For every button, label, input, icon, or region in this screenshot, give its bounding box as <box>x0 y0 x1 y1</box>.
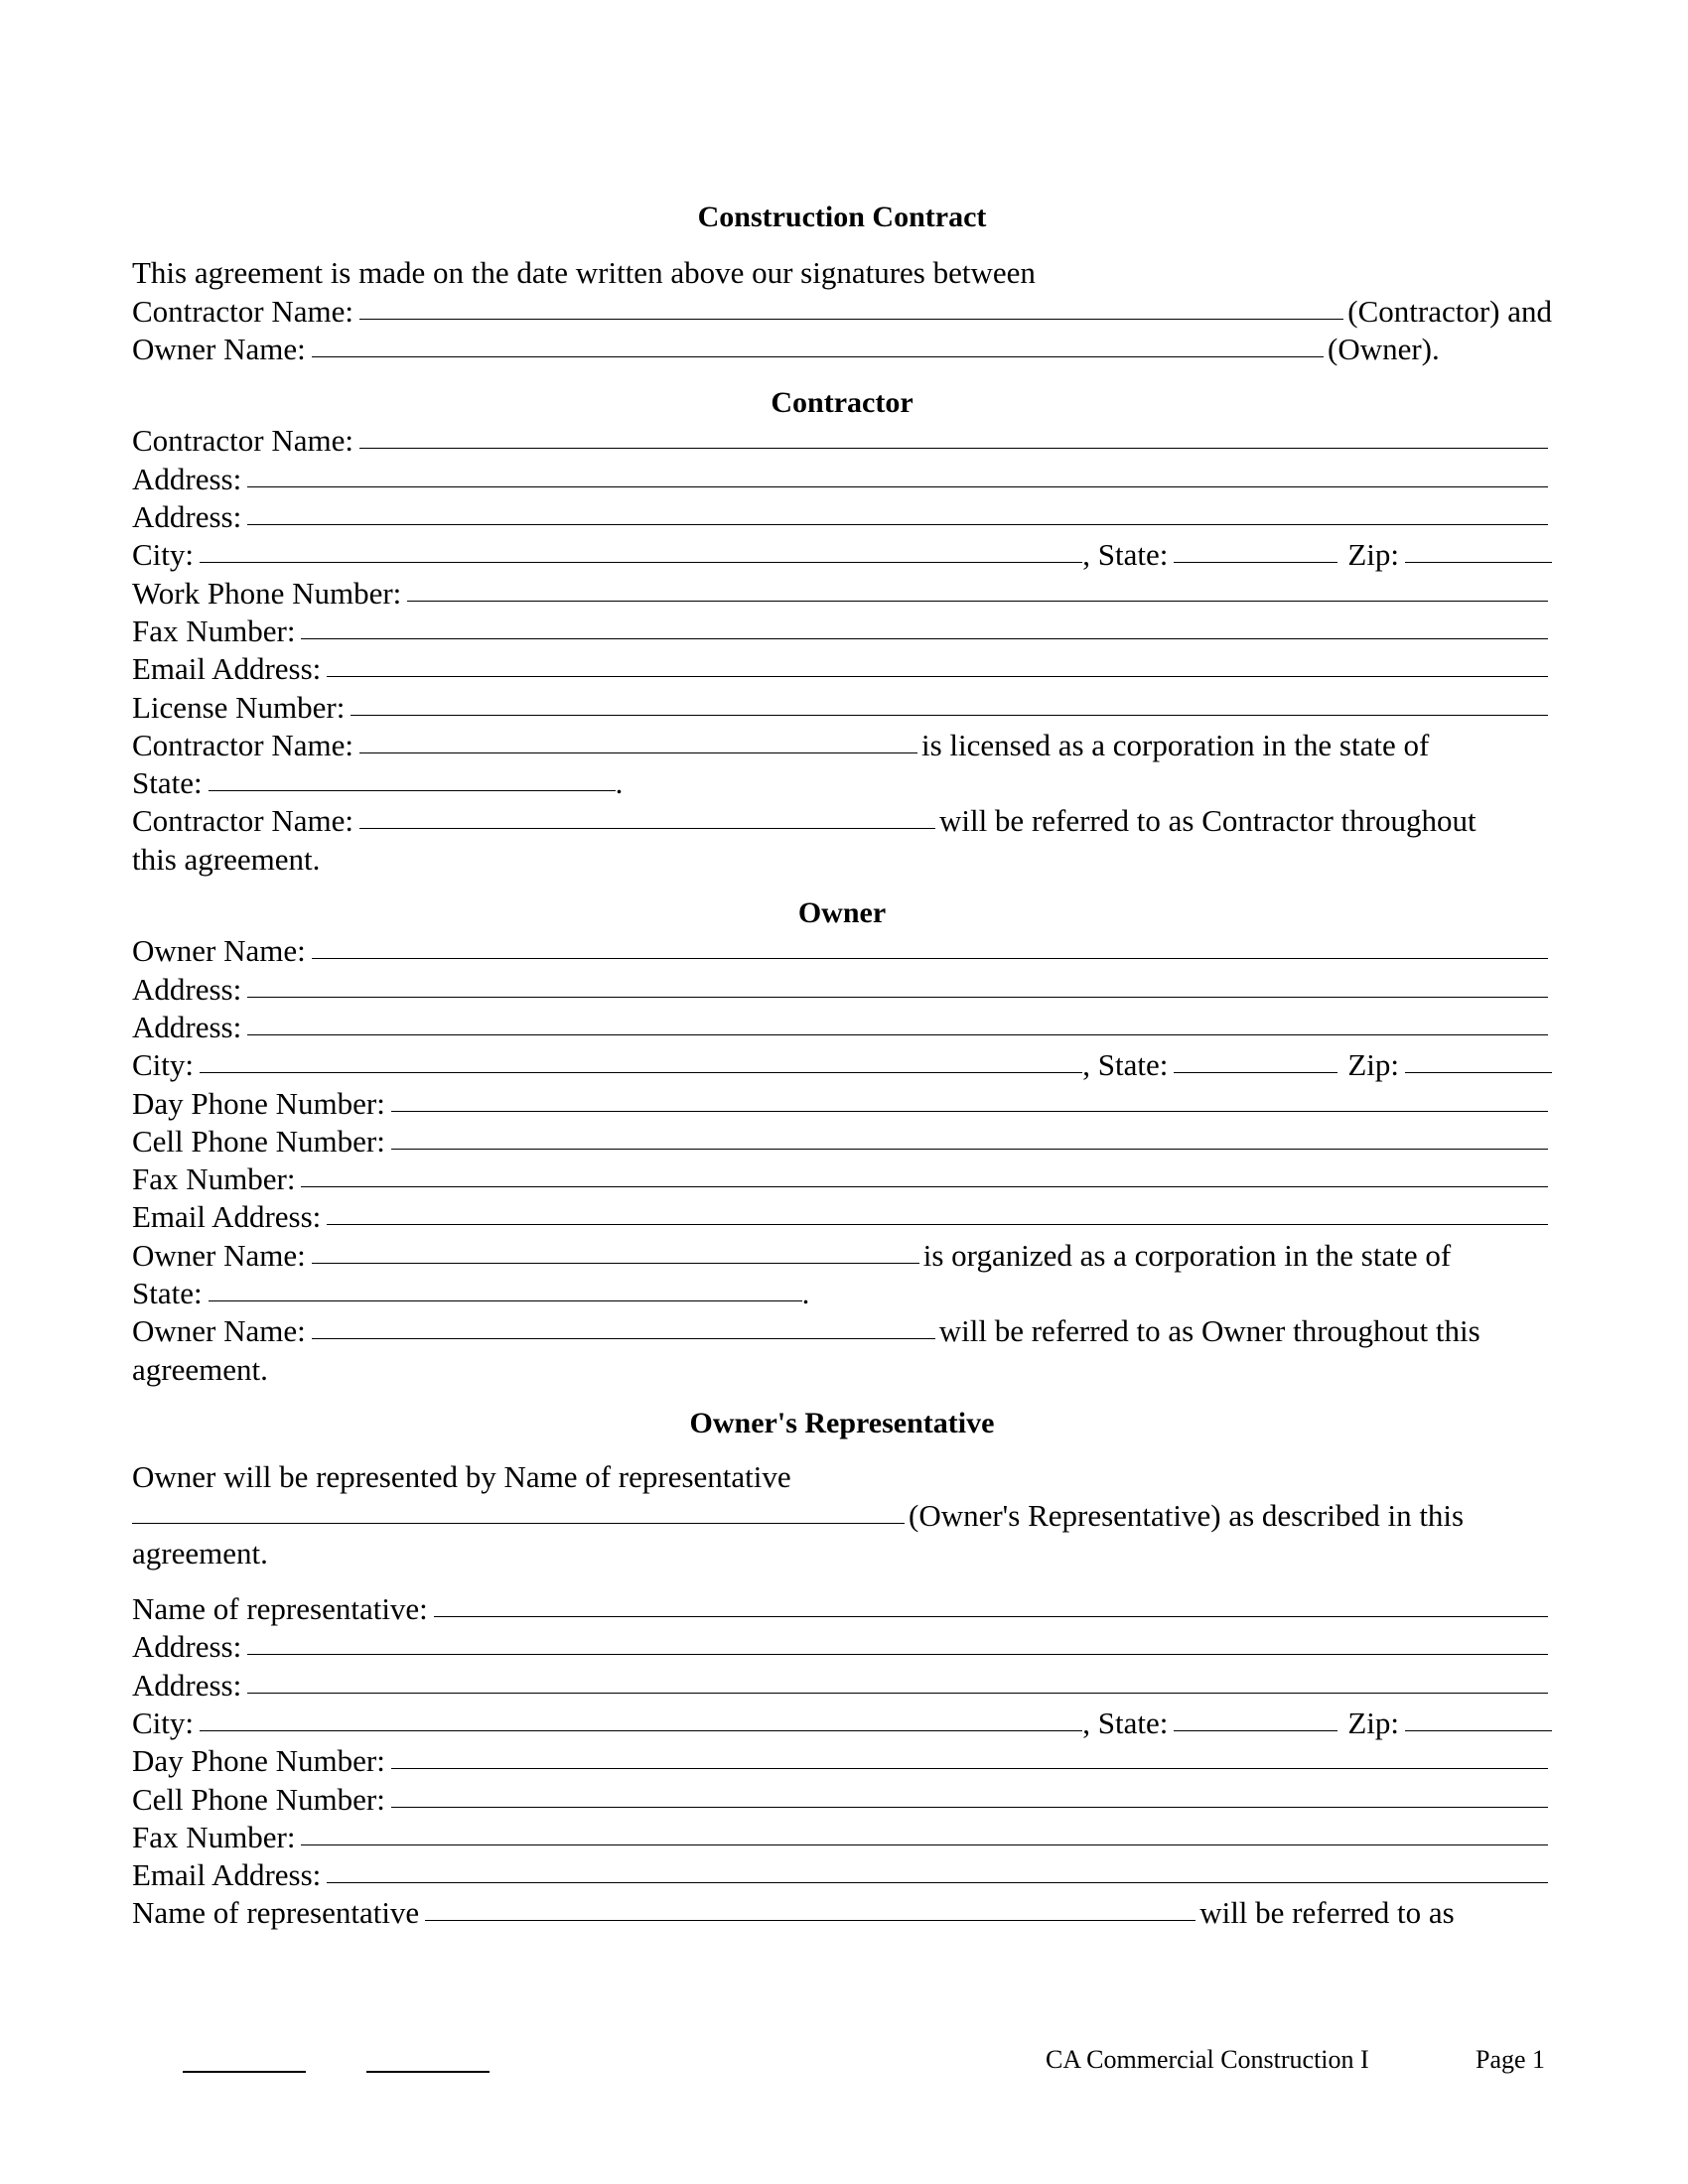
footer-page-number: Page 1 <box>1476 2045 1546 2074</box>
owner-name-field[interactable] <box>312 930 1548 959</box>
owner-cell-phone-row <box>132 1123 1552 1160</box>
contractor-name-row <box>132 422 1552 460</box>
contractor-email-row <box>132 650 1552 688</box>
owner-ref-row <box>132 1312 1552 1350</box>
representative-fax-row <box>132 1819 1552 1856</box>
representative-heading: Owner's Representative <box>689 1406 995 1439</box>
contractor-fax-row <box>132 613 1552 650</box>
intro-owner-suffix: (Owner). <box>1328 331 1440 366</box>
owner-ref-cont: agreement. <box>132 1351 268 1387</box>
representative-address2-label: Address: <box>132 1667 242 1703</box>
representative-city-field[interactable] <box>200 1703 1082 1731</box>
intro-owner-name-field[interactable] <box>312 329 1324 357</box>
contractor-zip-field[interactable] <box>1405 534 1552 563</box>
representative-intro-row <box>132 1497 1552 1535</box>
contractor-state-field[interactable] <box>1174 534 1337 563</box>
contractor-state2-row <box>132 764 1552 802</box>
owner-ref-text: will be referred to as Owner throughout this <box>938 1313 1480 1349</box>
owner-email-field[interactable] <box>327 1197 1548 1226</box>
representative-intro-name-field[interactable] <box>132 1495 905 1524</box>
owner-address1-row <box>132 971 1552 1009</box>
owner-corp-label: Owner Name: <box>132 1237 306 1273</box>
contractor-work-phone-row <box>132 575 1552 613</box>
representative-cell-phone-row <box>132 1781 1552 1819</box>
contractor-corp-row <box>132 727 1552 764</box>
owner-state2-row <box>132 1275 1552 1312</box>
representative-email-row <box>132 1856 1552 1894</box>
contractor-corp-name-field[interactable] <box>359 725 917 753</box>
owner-state-label: , State: <box>1082 1047 1169 1083</box>
owner-fax-row <box>132 1160 1552 1198</box>
contractor-ref-label: Contractor Name: <box>132 803 353 839</box>
representative-intro-cont: agreement. <box>132 1535 268 1570</box>
intro-owner-row <box>132 331 1552 368</box>
owner-address2-field[interactable] <box>247 1007 1548 1035</box>
contractor-license-row <box>132 689 1552 727</box>
contractor-zip-label: Zip: <box>1347 537 1399 573</box>
representative-intro: Owner will be represented by Name of representative <box>132 1459 791 1495</box>
owner-city-field[interactable] <box>200 1044 1082 1073</box>
representative-name-label: Name of representative: <box>132 1591 428 1627</box>
owner-ref-label: Owner Name: <box>132 1313 306 1349</box>
contractor-work-phone-field[interactable] <box>407 573 1548 602</box>
intro-contractor-row <box>132 293 1552 331</box>
representative-cell-phone-field[interactable] <box>391 1779 1548 1808</box>
owner-name-row <box>132 932 1552 970</box>
representative-day-phone-field[interactable] <box>391 1740 1548 1769</box>
intro-contractor-name-field[interactable] <box>359 291 1343 320</box>
intro-owner-label: Owner Name: <box>132 331 306 366</box>
representative-cell-phone-label: Cell Phone Number: <box>132 1781 385 1817</box>
contractor-work-phone-label: Work Phone Number: <box>132 575 402 611</box>
contractor-license-field[interactable] <box>351 687 1548 716</box>
page-footer <box>0 2045 1688 2085</box>
contractor-fax-label: Fax Number: <box>132 613 296 648</box>
contractor-state2-label: State: <box>132 765 203 801</box>
owner-email-row <box>132 1198 1552 1236</box>
contractor-city-label: City: <box>132 537 195 573</box>
representative-zip-field[interactable] <box>1405 1703 1552 1731</box>
owner-corp-text: is organized as a corporation in the state of <box>922 1237 1452 1273</box>
representative-email-field[interactable] <box>327 1854 1548 1883</box>
contractor-address2-row <box>132 498 1552 536</box>
intro-contractor-suffix: (Contractor) and <box>1347 293 1552 329</box>
contractor-state2-end: . <box>615 765 624 801</box>
initials-field-2[interactable] <box>366 2071 490 2073</box>
representative-address1-field[interactable] <box>247 1627 1548 1656</box>
contractor-city-field[interactable] <box>200 534 1082 563</box>
contractor-heading: Contractor <box>771 386 914 420</box>
contractor-address1-label: Address: <box>132 461 242 496</box>
contractor-name-label: Contractor Name: <box>132 423 353 459</box>
owner-city-row <box>132 1046 1552 1084</box>
owner-address1-label: Address: <box>132 971 242 1007</box>
representative-fax-label: Fax Number: <box>132 1819 296 1854</box>
contract-document <box>132 199 1552 1933</box>
owner-state2-end: . <box>801 1276 810 1311</box>
footer-doc-name: CA Commercial Construction I <box>1046 2045 1369 2074</box>
owner-state2-field[interactable] <box>209 1273 802 1301</box>
representative-ref-label: Name of representative <box>132 1895 420 1931</box>
representative-ref-text: will be referred to as <box>1199 1895 1455 1931</box>
owner-ref-name-field[interactable] <box>312 1310 935 1339</box>
representative-day-phone-row <box>132 1742 1552 1780</box>
contractor-address1-row <box>132 461 1552 498</box>
owner-day-phone-field[interactable] <box>391 1083 1548 1112</box>
representative-day-phone-label: Day Phone Number: <box>132 1743 385 1779</box>
contractor-city-row <box>132 536 1552 574</box>
intro-contractor-label: Contractor Name: <box>132 293 353 329</box>
contractor-fax-field[interactable] <box>301 611 1548 639</box>
representative-address1-row <box>132 1628 1552 1666</box>
representative-ref-row <box>132 1894 1552 1932</box>
contractor-license-label: License Number: <box>132 689 346 725</box>
contractor-address1-field[interactable] <box>247 459 1548 487</box>
contractor-ref-name-field[interactable] <box>359 801 935 830</box>
representative-state-field[interactable] <box>1174 1703 1337 1731</box>
owner-zip-field[interactable] <box>1405 1044 1552 1073</box>
contractor-state2-field[interactable] <box>209 762 616 791</box>
owner-fax-field[interactable] <box>301 1159 1548 1187</box>
owner-name-label: Owner Name: <box>132 933 306 969</box>
owner-zip-label: Zip: <box>1347 1047 1399 1083</box>
owner-cell-phone-field[interactable] <box>391 1121 1548 1150</box>
owner-city-label: City: <box>132 1047 195 1083</box>
contractor-email-label: Email Address: <box>132 651 322 687</box>
representative-address2-row <box>132 1667 1552 1705</box>
representative-address2-field[interactable] <box>247 1665 1548 1694</box>
owner-fax-label: Fax Number: <box>132 1161 296 1197</box>
owner-corp-row <box>132 1237 1552 1275</box>
contractor-address2-field[interactable] <box>247 496 1548 525</box>
contractor-state-label: , State: <box>1082 537 1169 573</box>
owner-state-field[interactable] <box>1174 1044 1337 1073</box>
representative-city-label: City: <box>132 1705 195 1740</box>
owner-state2-label: State: <box>132 1276 203 1311</box>
contractor-corp-label: Contractor Name: <box>132 727 353 762</box>
representative-zip-label: Zip: <box>1347 1705 1399 1740</box>
representative-address1-label: Address: <box>132 1629 242 1665</box>
contractor-ref-cont: this agreement. <box>132 841 321 877</box>
owner-cell-phone-label: Cell Phone Number: <box>132 1123 385 1159</box>
initials-field-1[interactable] <box>183 2071 306 2073</box>
representative-intro-suffix: (Owner's Representative) as described in this <box>909 1497 1465 1533</box>
document-title: Construction Contract <box>697 201 987 233</box>
owner-address2-label: Address: <box>132 1009 242 1044</box>
representative-name-field[interactable] <box>434 1588 1548 1617</box>
contractor-address2-label: Address: <box>132 499 242 535</box>
owner-address1-field[interactable] <box>247 969 1548 998</box>
representative-email-label: Email Address: <box>132 1857 322 1893</box>
owner-corp-name-field[interactable] <box>312 1235 919 1264</box>
representative-city-row <box>132 1705 1552 1742</box>
representative-ref-name-field[interactable] <box>425 1893 1196 1922</box>
representative-name-row <box>132 1590 1552 1628</box>
contractor-email-field[interactable] <box>327 648 1548 677</box>
owner-day-phone-label: Day Phone Number: <box>132 1085 385 1121</box>
representative-fax-field[interactable] <box>301 1817 1548 1845</box>
owner-address2-row <box>132 1009 1552 1046</box>
owner-email-label: Email Address: <box>132 1199 322 1235</box>
contractor-name-field[interactable] <box>359 421 1548 450</box>
representative-state-label: , State: <box>1082 1705 1169 1740</box>
contractor-ref-text: will be referred to as Contractor throughout <box>938 803 1477 839</box>
intro-text: This agreement is made on the date written above our signatures between <box>132 255 1036 291</box>
owner-day-phone-row <box>132 1085 1552 1123</box>
contractor-ref-row <box>132 802 1552 840</box>
contractor-corp-text: is licensed as a corporation in the state of <box>920 727 1430 762</box>
owner-heading: Owner <box>797 896 887 930</box>
